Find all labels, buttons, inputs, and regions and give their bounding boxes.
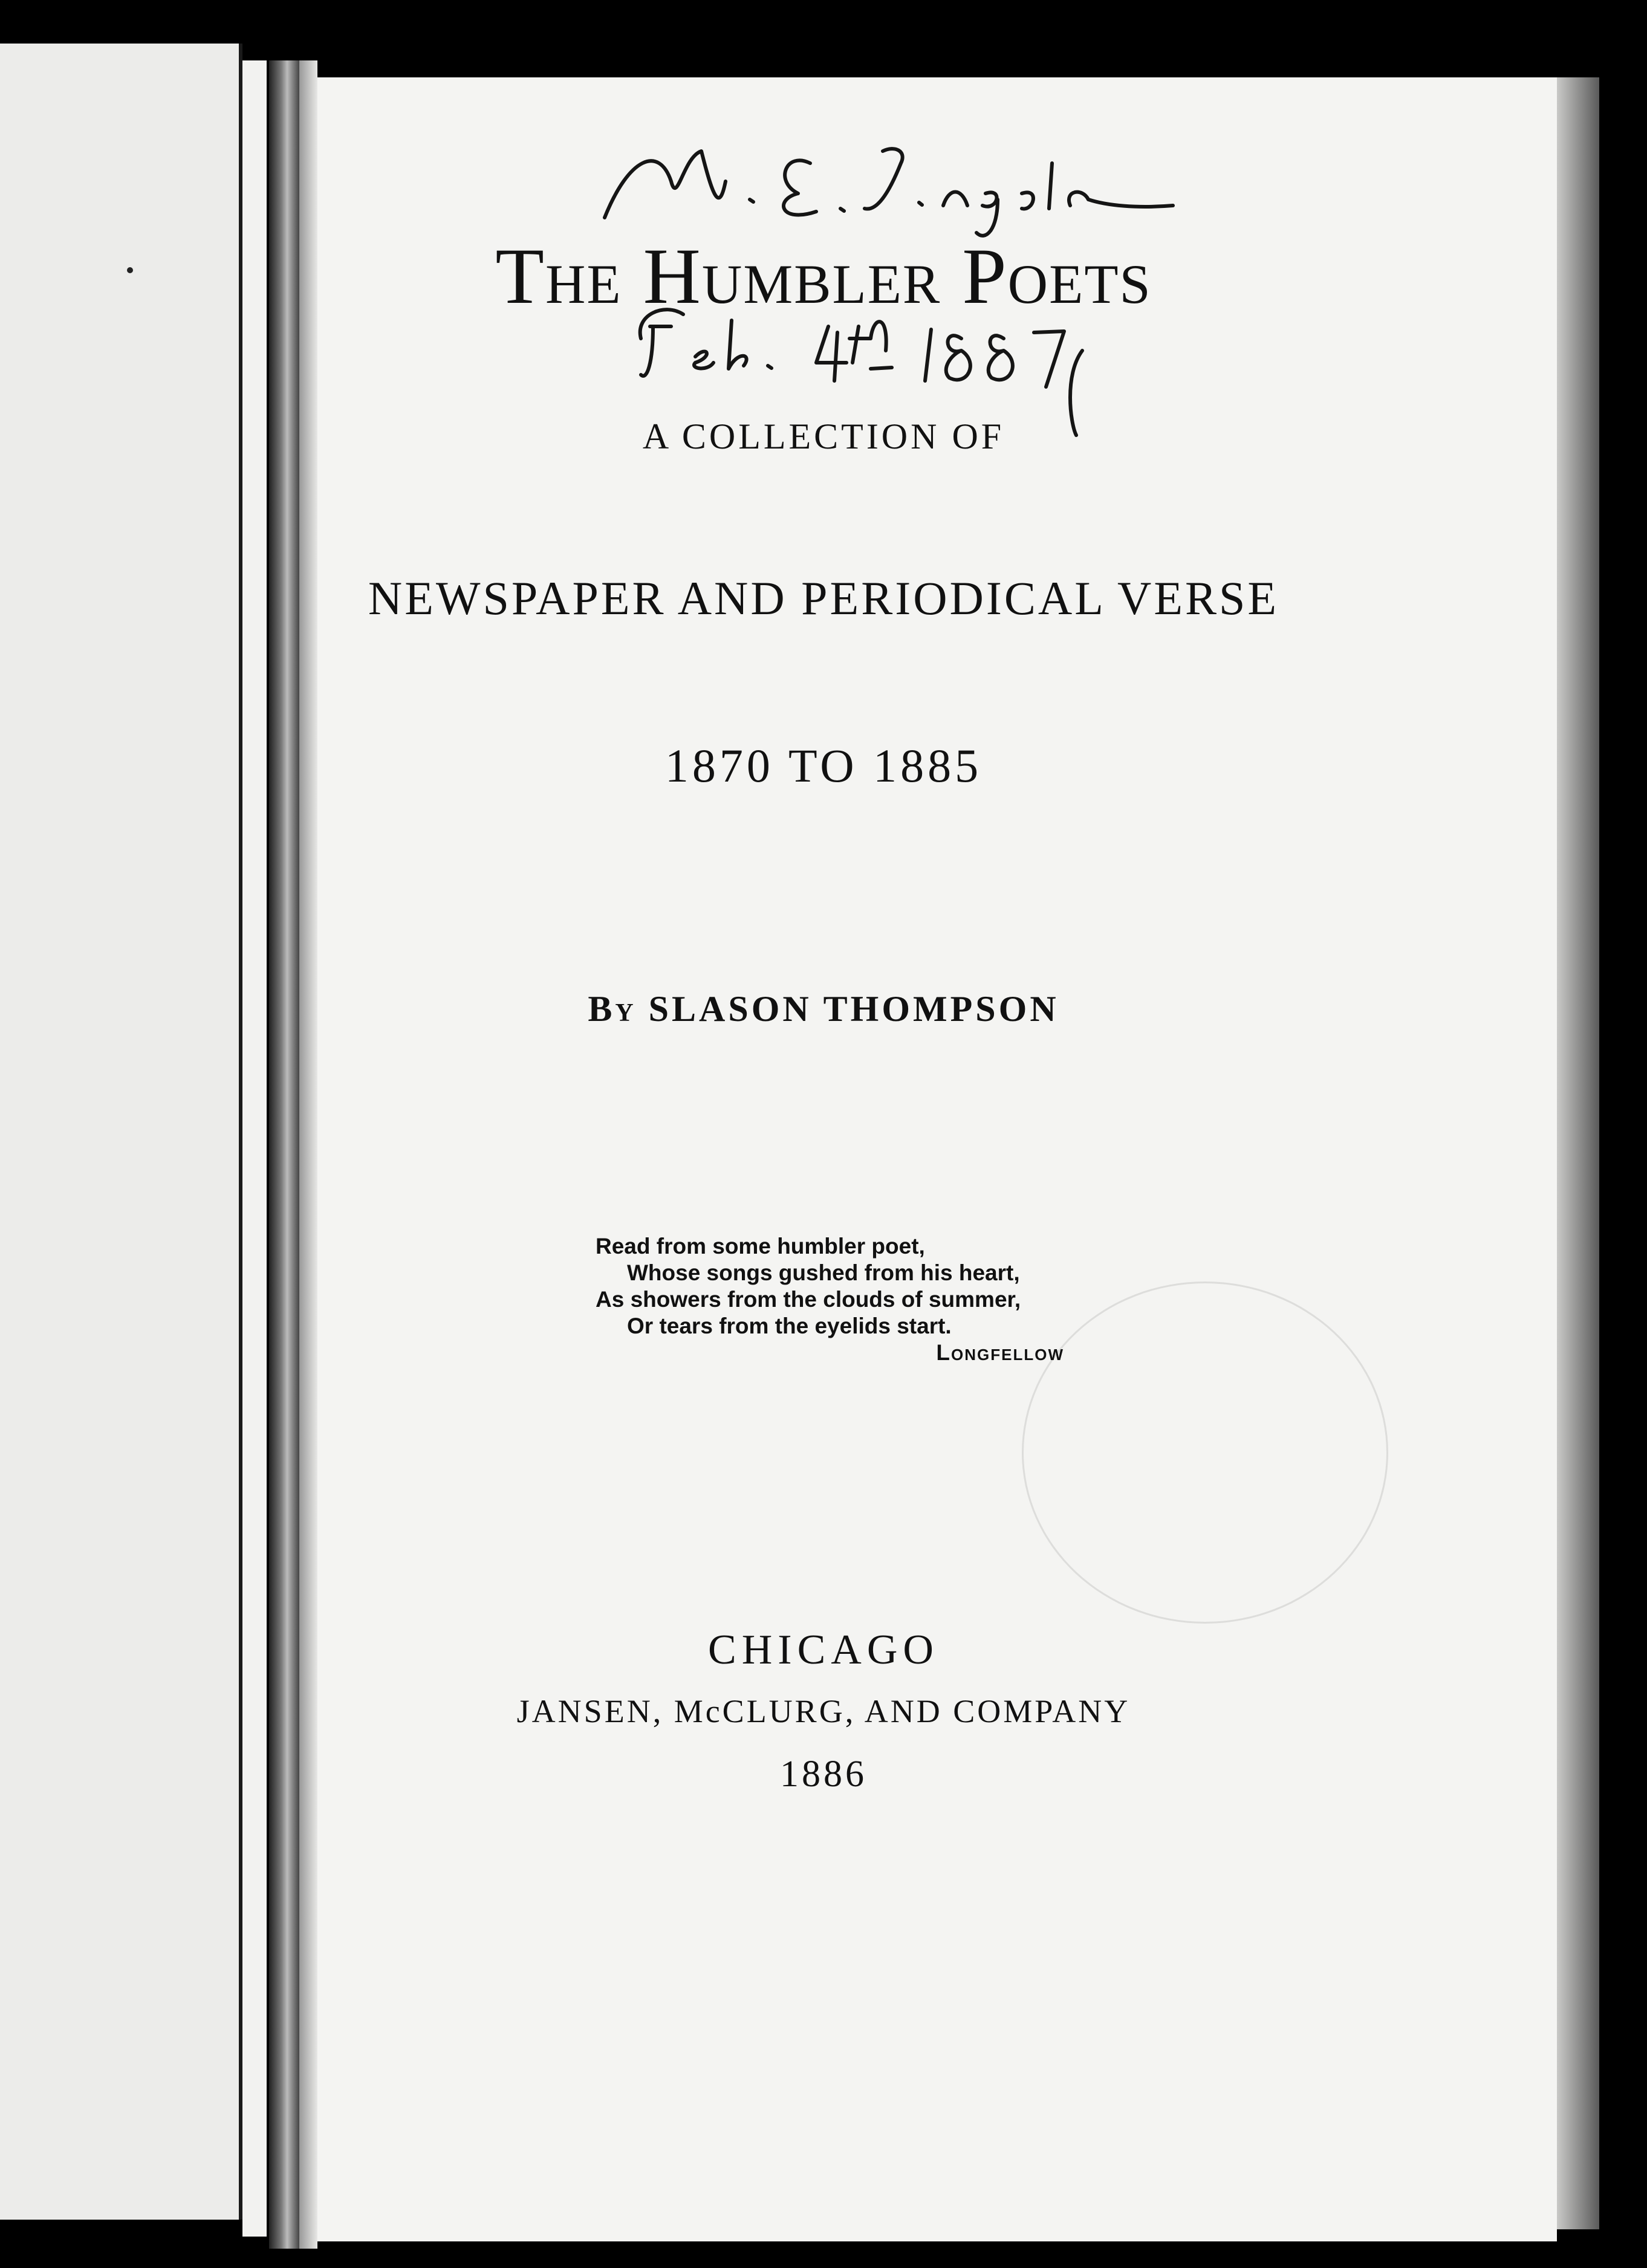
left-page [0, 44, 242, 2220]
subtitle-line-2: NEWSPAPER AND PERIODICAL VERSE [368, 572, 1279, 624]
book-spine [269, 60, 299, 2249]
author-line: By SLASON THOMPSON [588, 989, 1059, 1029]
year-range: 1870 TO 1885 [664, 739, 983, 792]
epigraph-line: Read from some humbler poet, [596, 1234, 925, 1259]
epigraph-line: Or tears from the eyelids start. [627, 1314, 952, 1338]
imprint-year: 1886 [780, 1754, 867, 1795]
book-title: The Humbler Poets [495, 232, 1152, 320]
title-page [317, 77, 1557, 2241]
epigraph-line: Whose songs gushed from his heart, [627, 1260, 1020, 1285]
gutter-strip [242, 60, 267, 2237]
imprint-city: CHICAGO [708, 1627, 939, 1673]
epigraph-line: As showers from the clouds of summer, [596, 1287, 1021, 1312]
epigraph-attribution: Longfellow [936, 1340, 1064, 1365]
gutter-shadow [299, 60, 317, 2249]
subtitle-line-1: A COLLECTION OF [642, 416, 1005, 456]
epigraph [596, 1233, 1079, 1366]
page-edge [1557, 77, 1599, 2229]
imprint-publisher: JANSEN, McCLURG, AND COMPANY [516, 1693, 1131, 1729]
